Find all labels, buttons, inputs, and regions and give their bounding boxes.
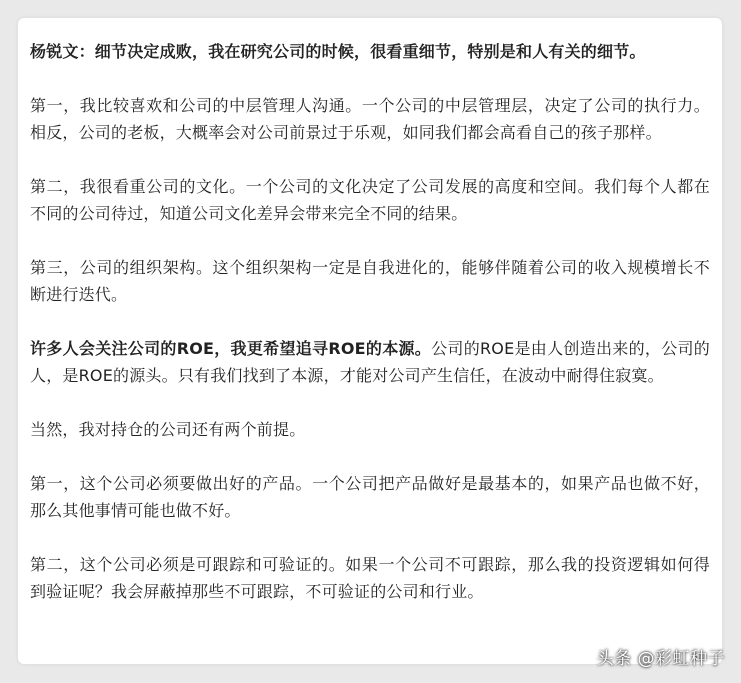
intro-text: 杨锐文：细节决定成败，我在研究公司的时候，很看重细节，特别是和人有关的细节。: [30, 42, 646, 61]
paragraph-premise-one: 第一，这个公司必须要做出好的产品。一个公司把产品做好是最基本的，如果产品也做不好，那么其他事情可能也做不好。: [30, 474, 710, 520]
paragraph-premises: 当然，我对持仓的公司还有两个前提。: [30, 420, 306, 439]
paragraph-intro: [30, 38, 710, 65]
watermark-label: 头条 @彩虹种子: [596, 649, 725, 669]
paragraph-roe: [30, 335, 710, 389]
paragraph-second-point: 第二，我很看重公司的文化。一个公司的文化决定了公司发展的高度和空间。我们每个人都在不同的公司待过，知道公司文化差异会带来完全不同的结果。: [30, 177, 710, 223]
paragraph-first-point: 第一，我比较喜欢和公司的中层管理人沟通。一个公司的中层管理层，决定了公司的执行力。相反，公司的老板，大概率会对公司前景过于乐观，如同我们都会高看自己的孩子那样。: [30, 96, 710, 142]
roe-bold-text: 许多人会关注公司的ROE，我更希望追寻ROE的本源。: [30, 339, 432, 358]
paragraph-third-point: 第三，公司的组织架构。这个组织架构一定是自我进化的，能够伴随着公司的收入规模增长不断进行迭代。: [30, 258, 710, 304]
roe-rest-text: 公司的ROE是由人创造出来的，公司的人，是ROE的源头。只有我们找到了本源，才能对公司产生信任，在波动中耐得住寂寞。: [30, 339, 711, 385]
article-card: [18, 18, 722, 664]
paragraph-premise-two: 第二，这个公司必须是可跟踪和可验证的。如果一个公司不可跟踪，那么我的投资逻辑如何得到验证呢？我会屏蔽掉那些不可跟踪，不可验证的公司和行业。: [30, 555, 710, 601]
